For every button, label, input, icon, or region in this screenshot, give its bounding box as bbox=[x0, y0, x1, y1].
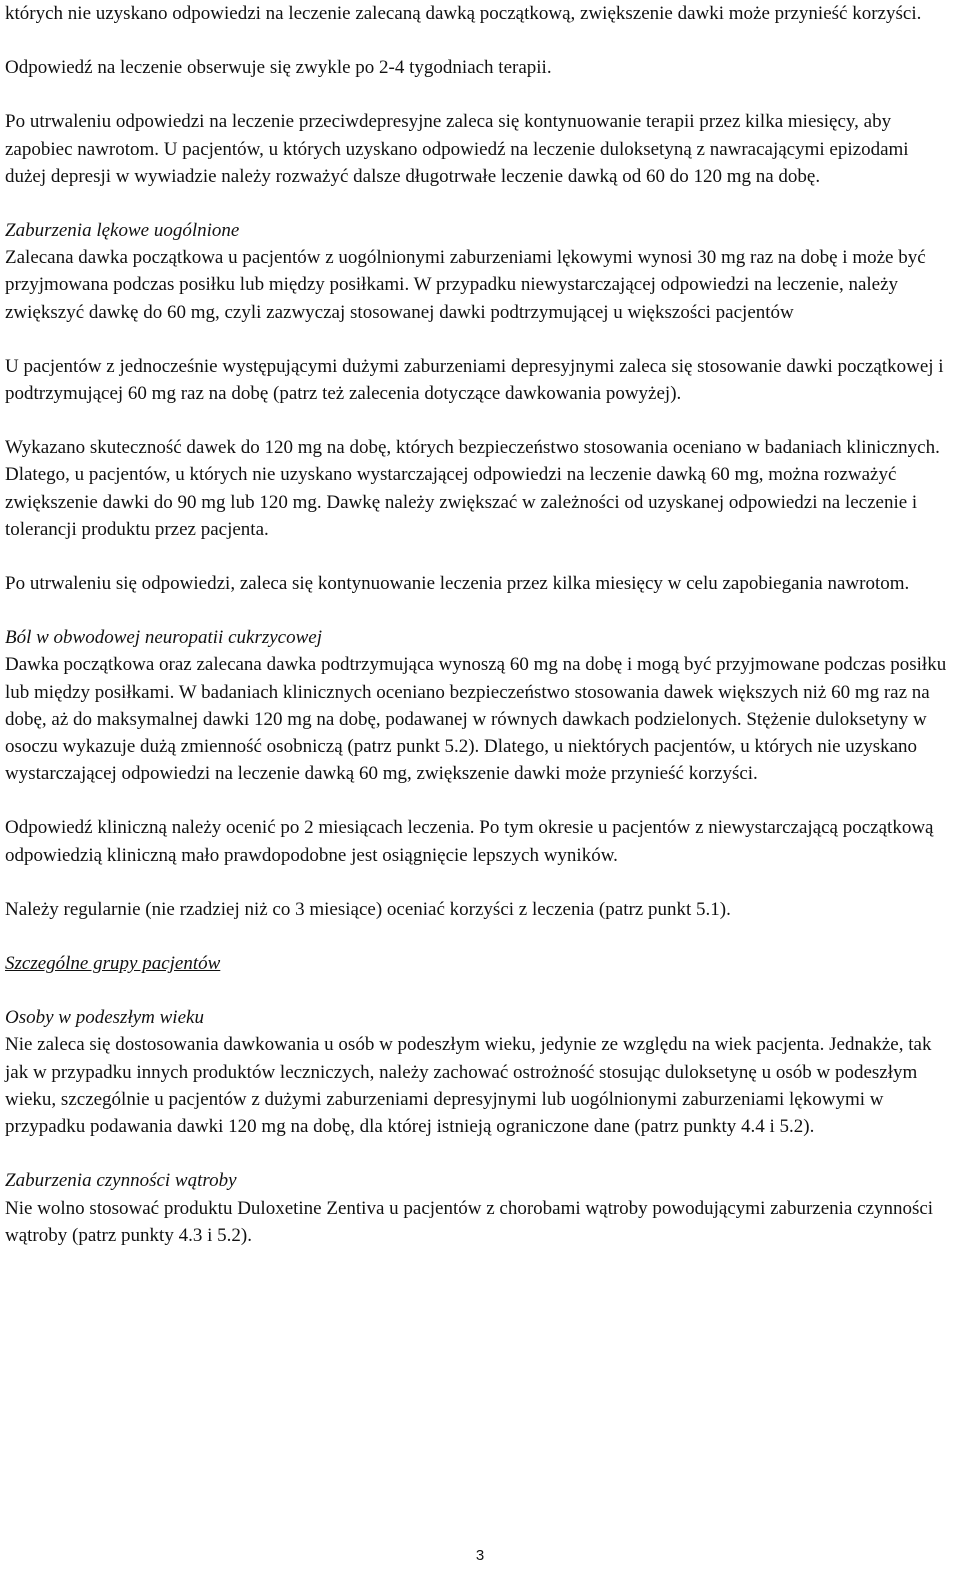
paragraph-dpnp-regular-review: Należy regularnie (nie rzadziej niż co 3 miesiące) oceniać korzyści z leczenia (patrz punkt 5.1). bbox=[5, 898, 731, 920]
paragraph-dpnp-dose: Dawka początkowa oraz zalecana dawka podtrzymująca wynoszą 60 mg na dobę i mogą być przyjmowane podczas posiłku lub między posiłkami. W badaniach klinicznych oceniano bezpieczeństwo stosowania dawek większych niż 60 mg raz na dobę, aż do maksymalnej dawki 120 mg na dobę, podawanej w równych dawkach podzielonych. Stężenie duloksetyny w osoczu wykazuje dużą zmienność osobniczą (patrz punkt 5.2). Dlatego, u niektórych pacjentów, u których nie uzyskano wystarczającej odpowiedzi na leczenie dawką 60 mg, zwiększenie dawki może przynieść korzyści. bbox=[5, 654, 947, 785]
paragraph-elderly: Nie zaleca się dostosowania dawkowania u osób w podeszłym wieku, jedynie ze względu na wiek pacjenta. Jednakże, tak jak w przypadku innych produktów leczniczych, należy zachować ostrożność stosując duloksetynę u osób w podeszłym wieku, szczególnie u pacjentów z dużymi zaburzeniami depresyjnymi lub uogólnionymi zaburzeniami lękowymi w przypadku podawania dawki 120 mg na dobę, dla której istnieją ograniczone dane (patrz punkty 4.4 i 5.2). bbox=[5, 1034, 932, 1138]
paragraph-continuation: Po utrwaleniu odpowiedzi na leczenie przeciwdepresyjne zaleca się kontynuowanie terapii przez kilka miesięcy, aby zapobiec nawrotom. U pacjentów, u których uzyskano odpowiedź na leczenie duloksetyną z nawracającymi epizodami dużej depresji w wywiadzie należy rozważyć dalsze długotrwałe leczenie dawką od 60 do 120 mg na dobę. bbox=[5, 111, 909, 187]
heading-gad: Zaburzenia lękowe uogólnione bbox=[5, 220, 240, 242]
paragraph-gad-comorbid: U pacjentów z jednocześnie występującymi dużymi zaburzeniami depresyjnymi zaleca się stosowanie dawki początkowej i podtrzymującej 60 mg raz na dobę (patrz też zalecenia dotyczące dawkowania powyżej). bbox=[5, 355, 944, 405]
heading-special-populations: Szczególne grupy pacjentów bbox=[5, 953, 221, 975]
page-number: 3 bbox=[475, 1547, 485, 1564]
paragraph-gad-efficacy: Wykazano skuteczność dawek do 120 mg na dobę, których bezpieczeństwo stosowania oceniano w badaniach klinicznych. Dlatego, u pacjentów, u których nie uzyskano wystarczającej odpowiedzi na leczenie dawką 60 mg, można rozważyć zwiększenie dawki do 90 mg lub 120 mg. Dawkę należy zwiększać w zależności od uzyskanej odpowiedzi na leczenie i tolerancji produktu przez pacjenta. bbox=[5, 437, 940, 540]
paragraph-dose-increase: których nie uzyskano odpowiedzi na leczenie zalecaną dawką początkową, zwiększenie dawki może przynieść korzyści. bbox=[5, 3, 922, 24]
document-body bbox=[5, 0, 950, 1249]
paragraph-hepatic: Nie wolno stosować produktu Duloxetine Zentiva u pacjentów z chorobami wątroby powodującymi zaburzenia czynności wątroby (patrz punkty 4.3 i 5.2). bbox=[5, 1197, 934, 1246]
paragraph-gad-maintenance: Po utrwaleniu się odpowiedzi, zaleca się kontynuowanie leczenia przez kilka miesięcy w celu zapobiegania nawrotom. bbox=[5, 573, 910, 595]
paragraph-dpnp-evaluation: Odpowiedź kliniczną należy ocenić po 2 miesiącach leczenia. Po tym okresie u pacjentów z niewystarczającą początkową odpowiedzią kliniczną mało prawdopodobne jest osiągnięcie lepszych wyników. bbox=[5, 817, 934, 866]
paragraph-gad-initial-dose: Zalecana dawka początkowa u pacjentów z uogólnionymi zaburzeniami lękowymi wynosi 30 mg raz na dobę i może być przyjmowana podczas posiłku lub między posiłkami. W przypadku niewystarczającej odpowiedzi na leczenie, należy zwiększyć dawkę do 60 mg, czyli zazwyczaj stosowanej dawki podtrzymującej u większości pacjentów bbox=[5, 247, 926, 323]
paragraph-response-time: Odpowiedź na leczenie obserwuje się zwykle po 2-4 tygodniach terapii. bbox=[5, 57, 552, 79]
heading-dpnp: Ból w obwodowej neuropatii cukrzycowej bbox=[5, 627, 322, 649]
heading-elderly: Osoby w podeszłym wieku bbox=[5, 1007, 204, 1029]
heading-hepatic: Zaburzenia czynności wątroby bbox=[5, 1170, 237, 1192]
